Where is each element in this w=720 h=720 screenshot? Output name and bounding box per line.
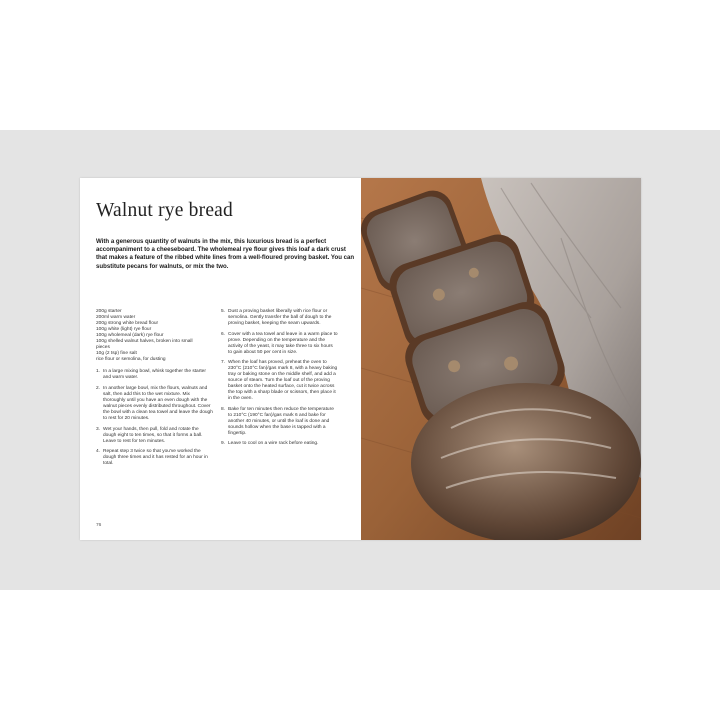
ingredient-item: 100g wholemeal (dark) rye flour [96, 333, 164, 339]
ingredient-item: pieces [96, 345, 110, 351]
step-text: When the loaf has proved, preheat the oven to 230°C (210°C fan)/gas mark 8, with a heavy baking tray or baking stone on the middle shelf, and add a source of steam. Turn the loaf out of the proving basket onto the heated surface, cut it twice across the top with a sharp blade or scissors, then place it in the oven. [228, 360, 338, 402]
left-column [96, 309, 213, 472]
ingredient-item: rice flour or semolina, for dusting [96, 357, 166, 363]
step-number: 1. [96, 369, 101, 375]
book-spread [80, 178, 641, 540]
ingredient-item: 200ml warm water [96, 315, 136, 321]
ingredient-item: 100g white (light) rye flour [96, 327, 152, 333]
ingredient-item: 200g starter [96, 309, 122, 314]
step-number: 2. [96, 385, 101, 391]
method-step [221, 407, 338, 437]
step-text: Dust a proving basket liberally with rice flour or semolina. Gently transfer the ball of dough to the proving basket, keeping the seam upwards. [228, 309, 332, 327]
left-page [80, 178, 361, 540]
method-step [96, 369, 213, 381]
right-column [221, 309, 338, 452]
step-number: 6. [221, 331, 226, 337]
step-text: Wet your hands, then pull, fold and rotate the dough eight to ten times, so that it forms a ball. Leave to rest for ten minutes. [103, 426, 203, 444]
step-number: 4. [96, 449, 101, 455]
page-number: 76 [96, 523, 102, 528]
method-steps-right [221, 309, 338, 448]
method-step [221, 441, 338, 447]
step-text: Repeat step 3 twice so that you've worked the dough three times and it has rested for an hour in total. [103, 449, 208, 467]
method-steps-left [96, 369, 213, 467]
method-step [221, 309, 338, 327]
step-text: Bake for ten minutes then reduce the temperature to 210°C (190°C fan)/gas mark 6 and bake for another 40 minutes, or until the loaf is done and sounds hollow when the base is tapped with a fingertip. [228, 406, 334, 437]
step-number: 7. [221, 360, 226, 366]
step-number: 3. [96, 426, 101, 432]
step-text: In a large mixing bowl, whisk together the starter and warm water. [103, 369, 206, 381]
method-step [221, 360, 338, 402]
ingredient-item: 200g strong white bread flour [96, 321, 159, 327]
bread-photo [361, 178, 641, 540]
method-step [96, 386, 213, 422]
ingredient-item: 100g shelled walnut halves, broken into small [96, 339, 193, 345]
step-text: Cover with a tea towel and leave in a warm place to prove. Depending on the temperature and the activity of the yeast, it may take three to six hours to gain about 50 per cent in size. [228, 331, 338, 355]
ingredients-list [96, 309, 213, 363]
step-number: 9. [221, 441, 226, 447]
step-number: 8. [221, 406, 226, 412]
method-step [96, 449, 213, 467]
method-step [96, 427, 213, 445]
step-text: In another large bowl, mix the flours, walnuts and salt, then add this to the wet mixture. Mix thoroughly until you have an even dough with the walnut pieces evenly distributed throughout. Cover the bowl with a clean tea towel and leave the dough to rest for 20 minutes. [103, 385, 213, 422]
step-number: 5. [221, 309, 226, 314]
step-text: Leave to cool on a wire rack before eating. [228, 441, 319, 447]
recipe-title: Walnut rye bread [96, 200, 233, 221]
recipe-intro: With a generous quantity of walnuts in the mix, this luxurious bread is a perfect accompaniment to a cheeseboard. The wholemeal rye flour gives this loaf a dark crust that makes a feature of the ribbed white lines from a well-floured proving basket. You can substitute pecans for walnuts, or mix the two. [96, 238, 355, 270]
method-step [221, 332, 338, 356]
ingredient-item: 10g (2 tsp) fine salt [96, 351, 137, 357]
